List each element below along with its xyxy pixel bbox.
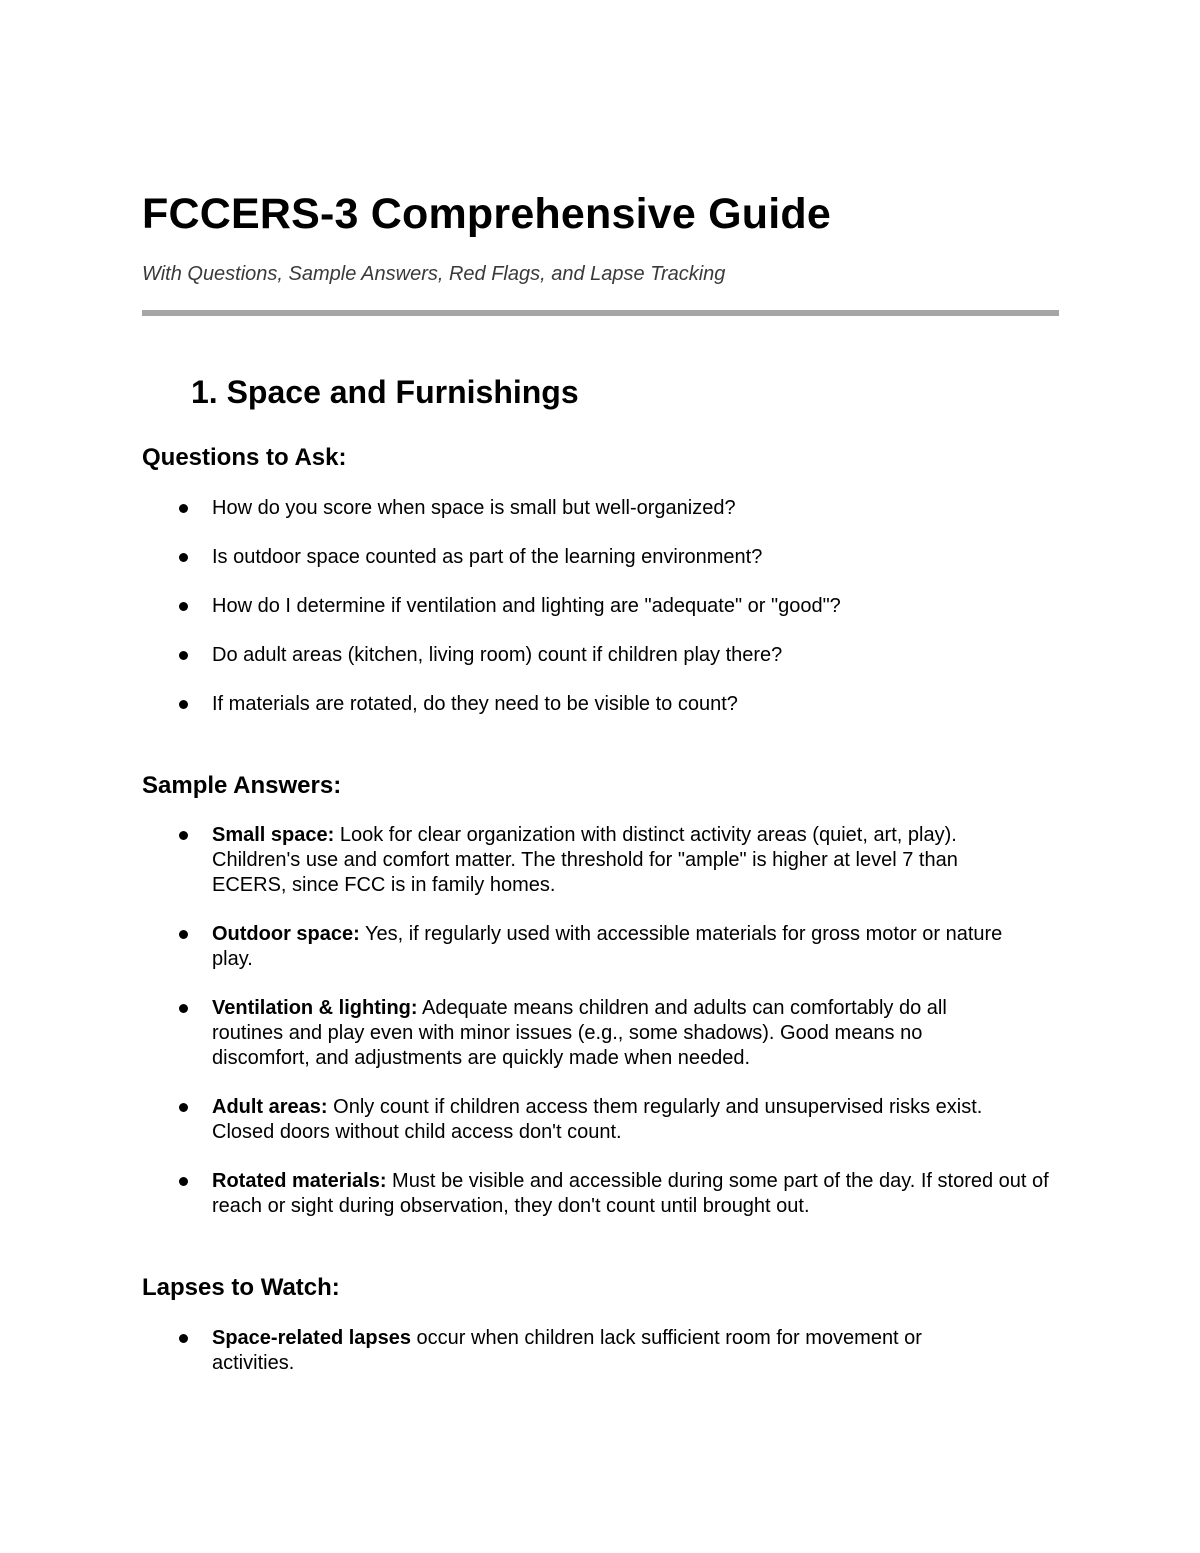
answer-text: Yes, if regularly used with accessible materials for gross motor or nature play. (212, 923, 1003, 970)
lapse-label: Space-related lapses (212, 1327, 411, 1349)
answers-list (142, 823, 1060, 1243)
answer-label: Ventilation & lighting: (212, 997, 418, 1019)
bullet-icon (179, 1334, 188, 1343)
question-text: Is outdoor space counted as part of the learning environment? (212, 546, 763, 568)
list-item (142, 692, 1060, 717)
bullet-icon (179, 700, 188, 709)
questions-list (142, 496, 1060, 741)
answer-label: Rotated materials: (212, 1170, 387, 1192)
list-item (142, 594, 1060, 619)
question-text: How do you score when space is small but well-organized? (212, 497, 736, 519)
bullet-icon (179, 602, 188, 611)
bullet-icon (179, 1103, 188, 1112)
answer-label: Small space: (212, 824, 335, 846)
bullet-icon (179, 651, 188, 660)
answer-label: Outdoor space: (212, 923, 360, 945)
list-item (142, 1326, 1060, 1376)
question-text: How do I determine if ventilation and lighting are "adequate" or "good"? (212, 595, 841, 617)
lapse-text: occur when children lack sufficient room for movement or activities. (212, 1327, 922, 1374)
section-title: 1. Space and Furnishings (191, 374, 579, 410)
answer-text: Look for clear organization with distinct activity areas (quiet, art, play). Children's use and comfort matter. The threshold for "ample" is higher at level 7 than ECERS, since FCC is in family homes. (212, 824, 958, 896)
lapses-heading: Lapses to Watch: (142, 1274, 340, 1301)
bullet-icon (179, 553, 188, 562)
list-item (142, 922, 1060, 972)
list-item (142, 1169, 1060, 1219)
lapses-list (142, 1326, 1060, 1376)
answers-heading: Sample Answers: (142, 772, 342, 799)
bullet-icon (179, 831, 188, 840)
bullet-icon (179, 1177, 188, 1186)
document-subtitle: With Questions, Sample Answers, Red Flags, and Lapse Tracking (142, 263, 726, 285)
bullet-icon (179, 504, 188, 513)
document-title: FCCERS-3 Comprehensive Guide (142, 190, 831, 238)
list-item (142, 496, 1060, 521)
list-item (142, 643, 1060, 668)
bullet-icon (179, 1004, 188, 1013)
list-item (142, 996, 1060, 1071)
answer-text: Adequate means children and adults can comfortably do all routines and play even with minor issues (e.g., some shadows). Good means no discomfort, and adjustments are quickly made when needed. (212, 997, 947, 1069)
question-text: If materials are rotated, do they need to be visible to count? (212, 693, 738, 715)
list-item (142, 545, 1060, 570)
list-item (142, 823, 1060, 898)
question-text: Do adult areas (kitchen, living room) count if children play there? (212, 644, 783, 666)
answer-text: Must be visible and accessible during some part of the day. If stored out of reach or sight during observation, they don't count until brought out. (212, 1170, 1049, 1217)
answer-label: Adult areas: (212, 1096, 328, 1118)
answer-text: Only count if children access them regularly and unsupervised risks exist. Closed doors without child access don't count. (212, 1096, 983, 1143)
questions-heading: Questions to Ask: (142, 444, 347, 471)
bullet-icon (179, 930, 188, 939)
list-item (142, 1095, 1060, 1145)
title-divider (142, 310, 1059, 316)
